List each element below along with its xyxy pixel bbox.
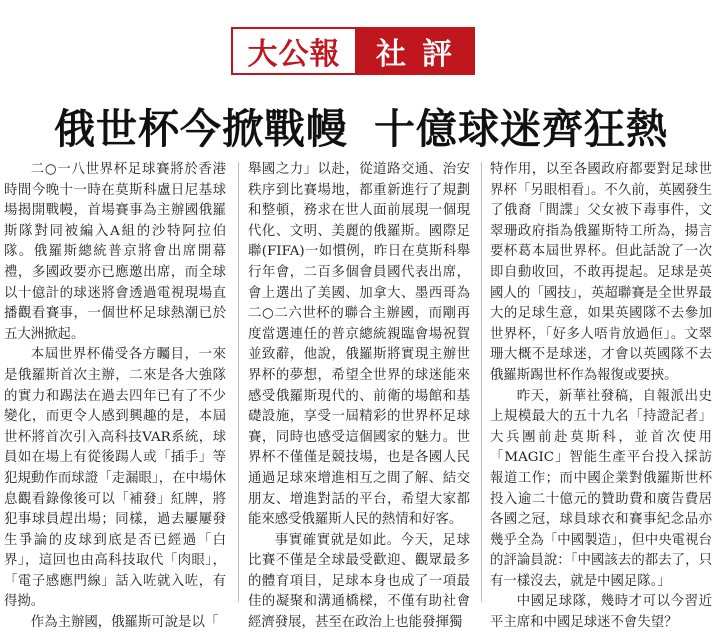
- masthead: [231, 27, 475, 75]
- article-paragraph: 昨天，新華社發稿，自報派出史上規模最大的五十九名「持證記者」大兵團前赴莫斯科，並首次使用「MAGIC」智能生產平台投入採訪報道工作；而中國企業對俄羅斯世杯投入逾二十億元的贊助費和廣告費居各國之冠，球員球衣和賽事紀念品亦幾乎全為「中國製造」，但中央電視台的評論員說：「中國該去的都去了，只有一樣沒去，就是中國足隊。」: [490, 388, 712, 589]
- column-divider: [481, 162, 482, 602]
- article-paragraph: 作為主辦國，俄羅斯可說是以「: [30, 615, 219, 631]
- article-paragraph: 事實確實就是如此。今天，足球比賽不僅是全球最受歡迎、觀眾最多的體育項目，足球本身也成了一項最佳的凝聚和溝通橋樑，不僅有助社會經濟發展，甚至在政治上也能發揮獨: [248, 532, 470, 631]
- article-column-2: [248, 160, 470, 631]
- article-column-3: [490, 160, 712, 631]
- headline-part-2: 十億球迷齊狂熱: [374, 105, 668, 153]
- article-paragraph: 特作用，以至各國政府都要對足球世界杯「另眼相看」。不久前，英國發生了俄裔「間諜」父女被下毒事件，文翠珊政府指為俄羅斯特工所為，揚言要杯葛本屆世界杯。但此話說了一次即自動收回，不敢再提起。足球是英國人的「國技」，英超聯賽是全世界最大的足球生意，如果英國隊不去參加世界杯，「好多人唔肯放過佢」。文翠珊大概不是球迷，才會以英國隊不去俄羅斯踢世杯作為報復或要挾。: [490, 162, 712, 383]
- article-paragraph: 中國足球隊，幾時才可以今習近平主席和中國足球迷不會失望？: [490, 594, 712, 631]
- article-paragraph: 本屆世界杯備受各方矚目，一來是俄羅斯首次主辦，二來是各大強隊的實力和踢法在過去四年已有了不少變化，而更令人感到興趣的是，本屆世杯將首次引入高科技VAR系統，球員如在場上有從後踼人或「插手」等犯規動作而球證「走漏眼」，在中場休息觀看錄像後可以「補發」紅牌，將犯事球員趕出場；同樣，過去屢屢發生爭論的皮球到底是否已經過「白界」，這回也由高科技取代「肉眼」，「電子感應門線」話入咗就入咗，有得拗。: [4, 347, 226, 610]
- article-paragraph: 舉國之力」以赴，從道路交通、治安秩序到比賽場地，都重新進行了規劃和整頓，務求在世人面前展現一個現代化、文明、美麗的俄羅斯。國際足聯(FIFA)一如慣例，昨日在莫斯科舉行年會，二百多個會員國代表出席，會上選出了美國、加拿大、墨西哥為二○二六世杯的聯合主辦國，而剛再度當選連任的普京總統親臨會場祝賀並致辭，他說，俄羅斯將實現主辦世界杯的夢想，希望全世界的球迷能來感受俄羅斯現代的、前衛的場館和基礎設施，享受一屆精彩的世界杯足球賽，同時也感受這個國家的魅力。世界杯不僅僅是競技場，也是各國人民通過足球來增進相互之間了解、結交朋友、增進對話的平台，希望大家都能來感受俄羅斯人民的熱情和好客。: [248, 162, 470, 528]
- headline: [0, 96, 722, 155]
- article-paragraph: 二○一八世界杯足球賽將於香港時間今晚十一時在莫斯科盧日尼基球場揭開戰幔，首場賽事為主辦國俄羅斯隊對同被編入A組的沙特阿拉伯隊。俄羅斯總統普京將會出席開幕禮，多國政要亦已應邀出席，而全球以十億計的球迷將會透過電視現場直播觀看賽事，一個世杯足球熱潮已於五大洲掀起。: [4, 162, 226, 342]
- headline-part-1: 俄世杯今掀戰幔: [54, 105, 348, 153]
- newspaper-logo: 大公報: [233, 29, 355, 73]
- column-divider: [238, 162, 239, 602]
- article-column-1: [4, 160, 226, 631]
- section-label: 社評: [355, 29, 473, 73]
